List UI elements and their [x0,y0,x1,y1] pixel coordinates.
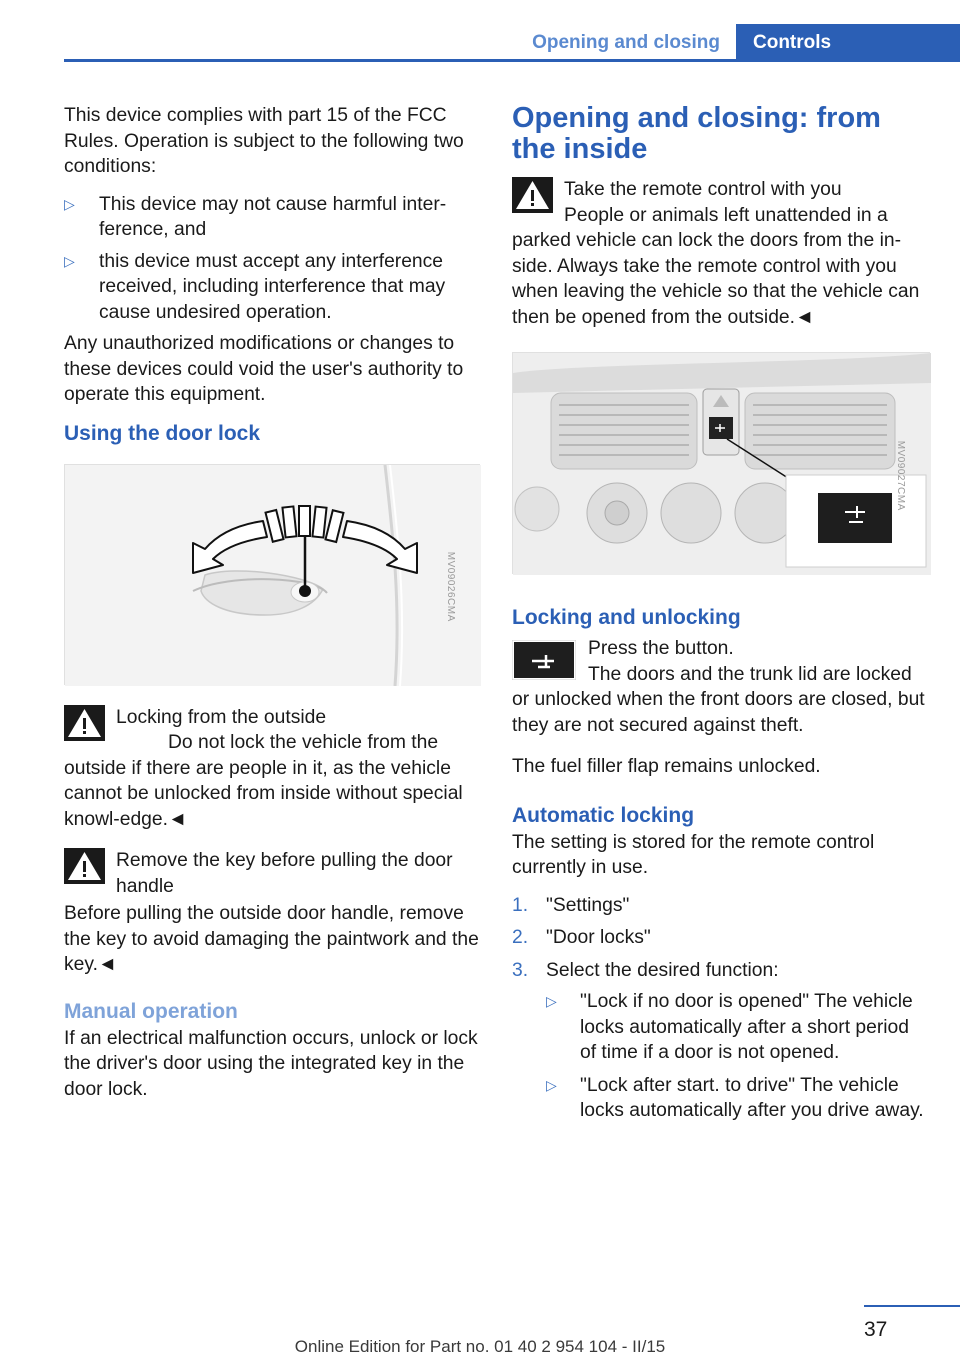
list-item: 1. "Settings" [512,894,630,916]
page-number: 37 [864,1318,888,1341]
settings-steps [512,893,930,1124]
header-rule [64,59,960,62]
warning-title: Locking from the outside [116,706,327,728]
left-column [64,103,480,1114]
fuel-flap-text: The fuel filler flap remains unlocked. [512,756,821,777]
heading-locking-unlocking: Locking and unlocking [512,606,741,629]
chapter-tab[interactable]: Controls [736,24,960,62]
heading-door-lock: Using the door lock [64,421,261,445]
list-item: ▷ "Lock after start. to drive" The vehicle locks automatically after you drive away. [546,1074,924,1121]
triangle-right-icon: ▷ [64,252,75,269]
automatic-locking-text: The setting is stored for the remote control currently in use. [512,831,875,878]
figure-code: MV09026CMA [444,551,456,622]
dashboard-button-figure [512,352,930,574]
footer-rule [864,1305,960,1307]
right-column [512,103,930,1131]
list-item: 2. "Door locks" [512,927,651,948]
list-item: ▷ this device must accept any interference received, including interference that may cause undesired operation. [64,250,446,323]
list-item: 3. Select the desired function: ▷ "Lock if no door is opened" The vehicle locks automatically after a short period of time if a door is not opened. ▷ "Lock after start. to drive" The vehicle locks automatically after you drive away. [512,958,930,1124]
locking-text: The doors and the trunk lid are locked or unlocked when the front doors are closed, but they are not secured against theft. [512,663,925,736]
heading-automatic-locking: Automatic locking [512,803,695,827]
warning-locking-outside [64,705,480,833]
warning-triangle-icon [64,705,105,741]
figure-code: MV09027CMA [894,440,906,511]
fcc-intro: This device complies with part 15 of the FCC Rules. Operation is subject to the following two conditions: [64,105,464,177]
fcc-warning: Any unauthorized modifications or changes to these devices could void the user's authority to operate this equipment. [64,333,464,405]
triangle-right-icon: ▷ [546,1076,557,1093]
warning-remote-control [512,177,930,330]
section-tab[interactable]: Opening and closing [532,32,720,53]
warning-triangle-icon [64,848,105,884]
door-handle-figure [64,464,480,685]
warning-triangle-icon [512,177,553,213]
list-item: ▷ This device may not cause harmful inter‐ference, and [64,193,447,240]
warning-text: People or animals left unattended in a parked vehicle can lock the doors from the in‐side. Always take the remote control with you when leaving the vehicle so that the vehicle can then be opened from the outside.◄ [512,204,920,328]
heading-opening-inside: Opening and closing: from the inside [512,102,881,165]
door-handle-illustration [65,465,481,686]
triangle-right-icon: ▷ [64,195,75,212]
list-item: ▷ "Lock if no door is opened" The vehicle locks automatically after a short period of time if a door is not opened. [546,991,913,1063]
heading-manual-operation: Manual operation [64,999,238,1023]
page-header [64,24,960,62]
warning-text: Before pulling the outside door handle, remove the key to avoid damaging the paintwork and the key.◄ [64,903,479,975]
press-button-text: Press the button. [588,638,734,659]
warning-text: Do not lock the vehicle from the outside if there are people in it, as the vehicle cannot be unlocked from inside without special knowl‐edge.◄ [64,732,463,830]
dashboard-illustration [513,353,931,575]
warning-title: Remove the key before pulling the door handle [116,850,453,897]
warning-title: Take the remote control with you [564,179,842,200]
manual-operation-text: If an electrical malfunction occurs, unlock or lock the driver's door using the integrated key in the door lock. [64,1027,478,1100]
button-instruction [512,636,930,738]
door-lock-button-icon [512,640,576,680]
triangle-right-icon: ▷ [546,993,557,1009]
edition-footer: Online Edition for Part no. 01 40 2 954 104 - II/15 [294,1337,666,1356]
warning-remove-key [64,848,480,978]
fcc-conditions-list [64,192,480,326]
function-options [546,989,930,1124]
